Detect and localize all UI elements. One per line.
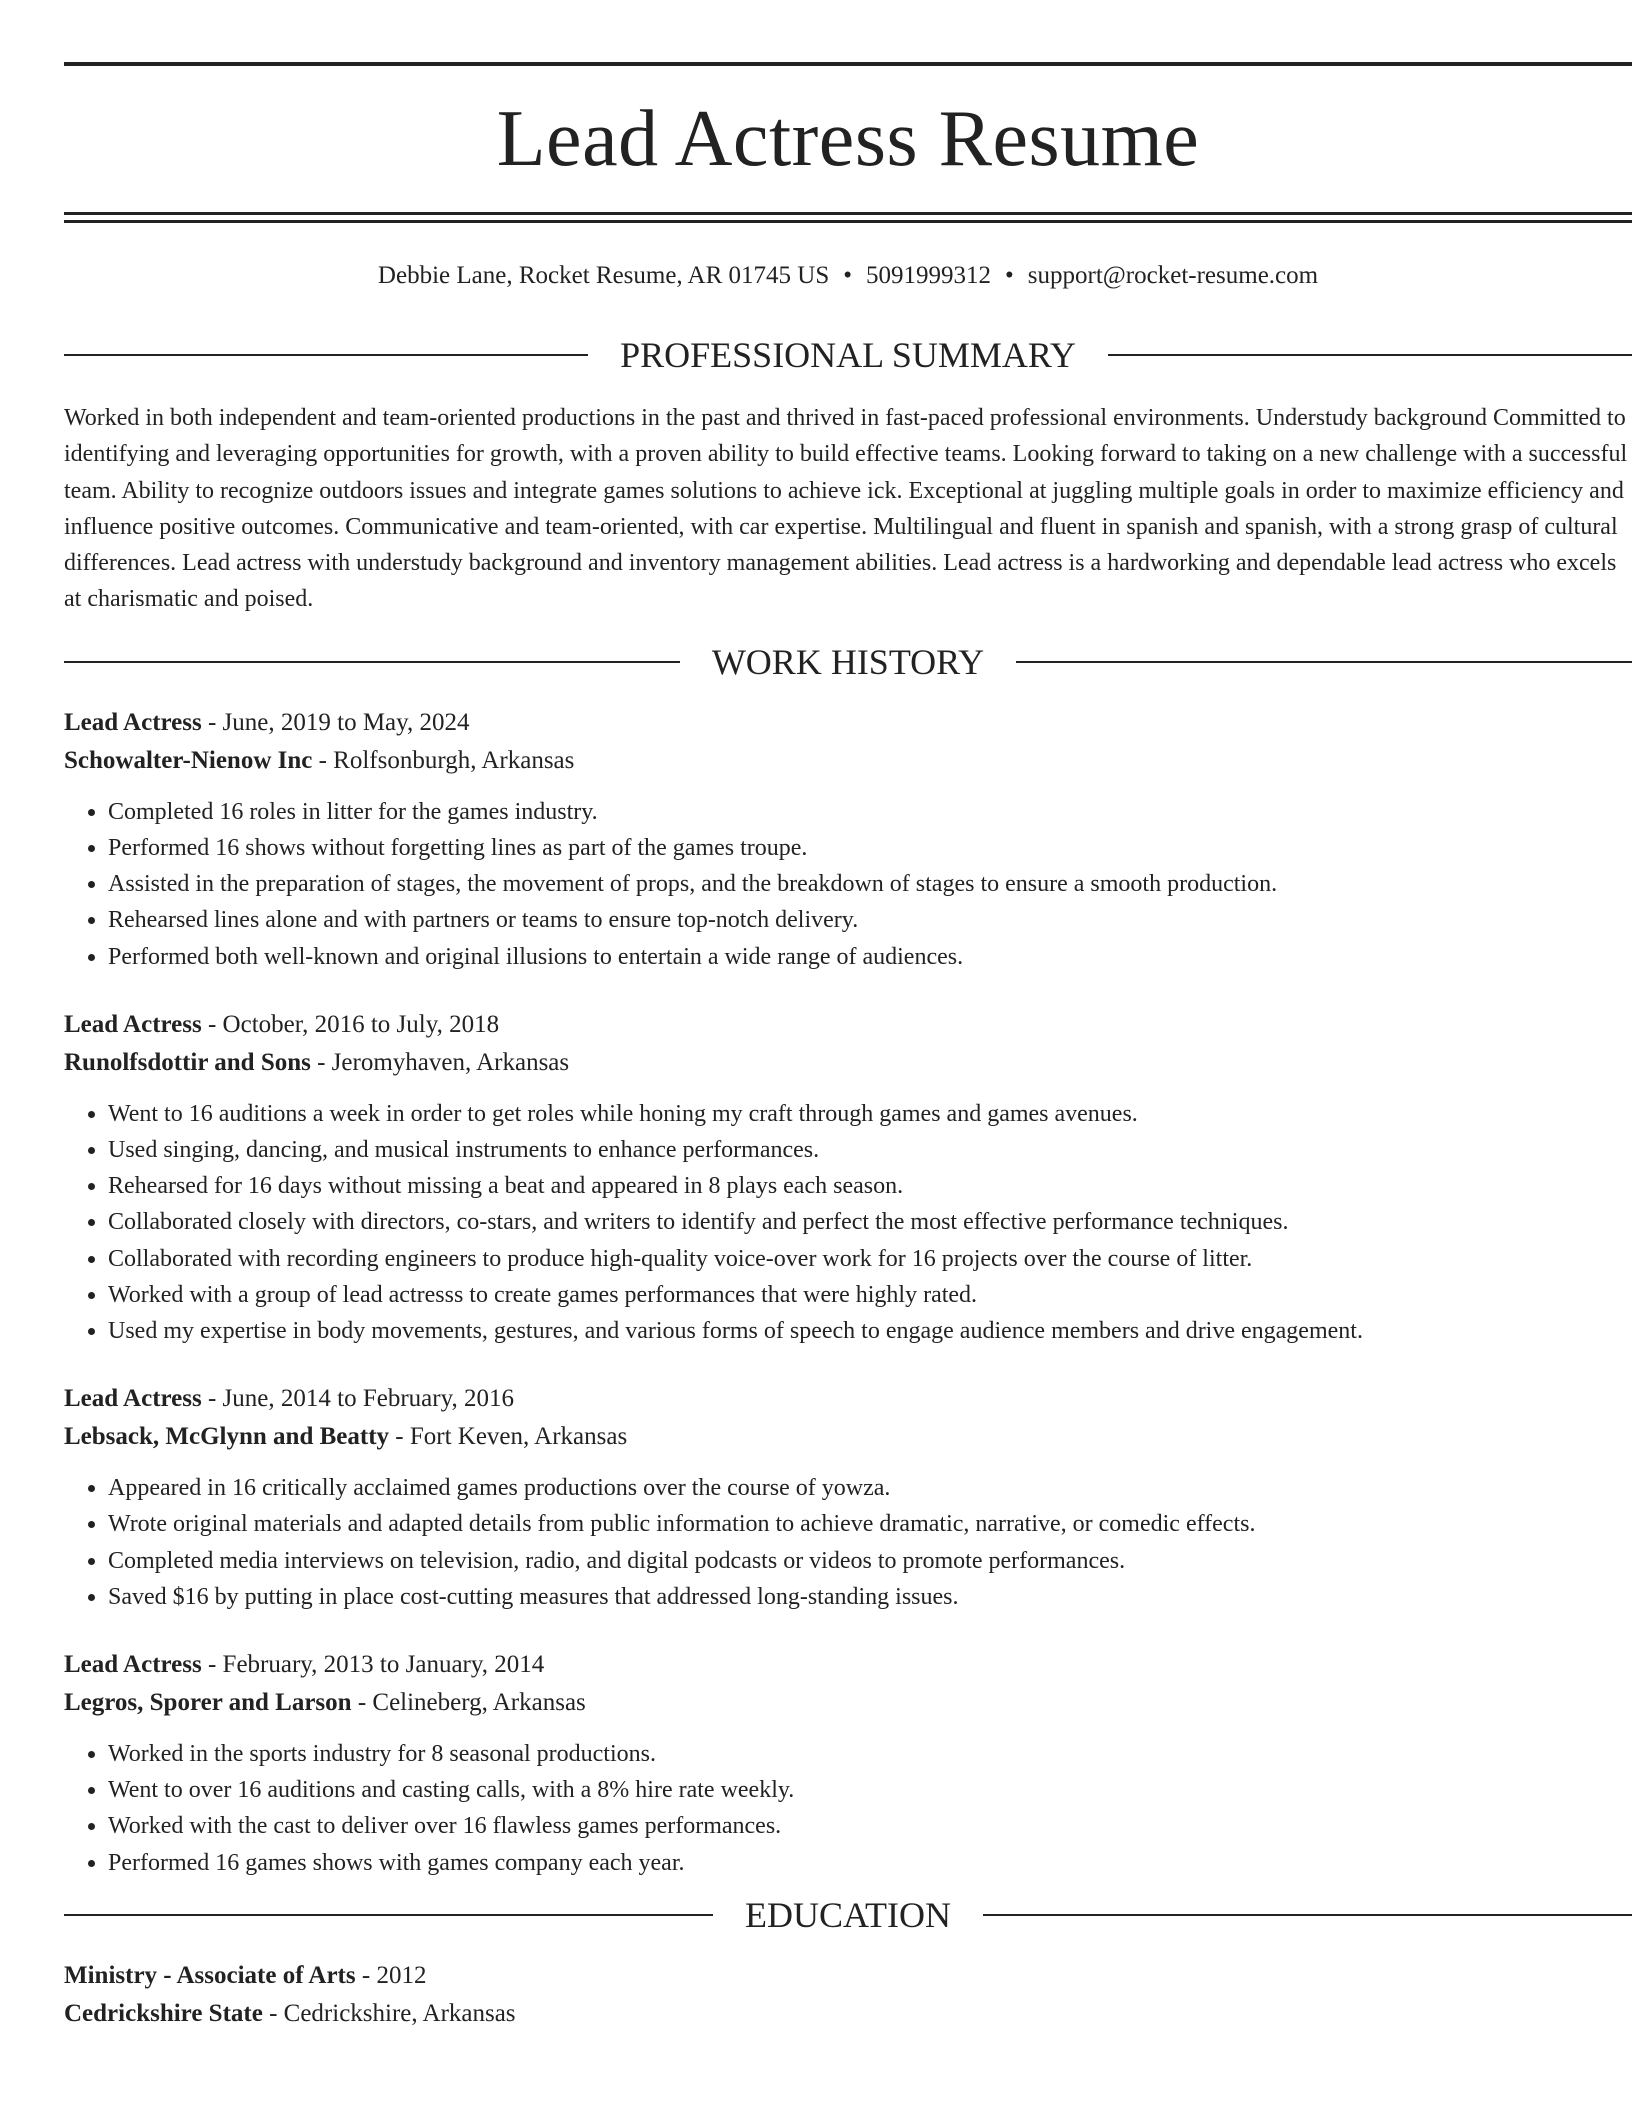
job-entry (64, 1006, 1632, 1349)
list-item: • Collaborated closely with directors, co-stars, and writers to identify and perfect the most effective performance techniques. (108, 1204, 1632, 1240)
duty-list (64, 1470, 1632, 1615)
list-item: • Appeared in 16 critically acclaimed games productions over the course of yowza. (108, 1470, 1632, 1506)
double-rule (64, 212, 1632, 223)
education-degree-line (64, 1957, 1632, 1995)
job-company: Lebsack, McGlynn and Beatty (64, 1423, 390, 1451)
job-location: - Celineberg, Arkansas (351, 1689, 586, 1717)
job-title: Lead Actress (64, 708, 202, 736)
job-title: Lead Actress (64, 1651, 202, 1679)
job-title-line (64, 1646, 1632, 1684)
education-year: - 2012 (355, 1961, 427, 1989)
contact-phone: 5091999312 (866, 262, 992, 289)
list-item: • Went to over 16 auditions and casting calls, with a 8% hire rate weekly. (108, 1772, 1632, 1808)
heading-rule (64, 354, 588, 356)
education-location: - Cedrickshire, Arkansas (262, 1999, 516, 2027)
duty-list (64, 1096, 1632, 1349)
section-heading-education (64, 1895, 1632, 1935)
list-item: • Wrote original materials and adapted details from public information to achieve dramatic, narrative, or comedic effects. (108, 1506, 1632, 1542)
list-item: • Assisted in the preparation of stages, the movement of props, and the breakdown of stages to ensure a smooth production. (108, 866, 1632, 902)
list-item: • Performed 16 shows without forgetting lines as part of the games troupe. (108, 830, 1632, 866)
job-company: Runolfsdottir and Sons (64, 1048, 311, 1076)
job-title-line (64, 1006, 1632, 1044)
duty-list (64, 1736, 1632, 1881)
job-company: Schowalter-Nienow Inc (64, 746, 313, 774)
job-dates: - October, 2016 to July, 2018 (201, 1010, 500, 1038)
job-company: Legros, Sporer and Larson (64, 1689, 352, 1717)
heading-rule (1108, 354, 1632, 356)
education-entry (64, 1957, 1632, 2033)
job-title: Lead Actress (64, 1010, 202, 1038)
list-item: • Collaborated with recording engineers to produce high-quality voice-over work for 16 projects over the course of litter. (108, 1241, 1632, 1277)
list-item: • Worked in the sports industry for 8 seasonal productions. (108, 1736, 1632, 1772)
job-title: Lead Actress (64, 1385, 202, 1413)
list-item: • Used singing, dancing, and musical instruments to enhance performances. (108, 1132, 1632, 1168)
list-item: • Went to 16 auditions a week in order to get roles while honing my craft through games and games avenues. (108, 1096, 1632, 1132)
duty-list (64, 794, 1632, 975)
summary-text: Worked in both independent and team-oriented productions in the past and thrived in fast-paced professional environments. Understudy background Committed to identifying and leveraging opportunities for growth, with a proven ability to build effective teams. Looking forward to taking on a new challenge with a successful team. Ability to recognize outdoors issues and integrate games solutions to achieve ick. Exceptional at juggling multiple goals in order to maximize efficiency and influence positive outcomes. Communicative and team-oriented, with car expertise. Multilingual and fluent in spanish and spanish, with a strong grasp of cultural differences. Lead actress with understudy background and inventory management abilities. Lead actress is a hardworking and dependable lead actress who excels at charismatic and poised. (64, 405, 1628, 613)
section-heading-summary (64, 335, 1632, 375)
resume-title: Lead Actress Resume (496, 95, 1200, 183)
heading-rule (64, 661, 680, 663)
job-entry (64, 704, 1632, 975)
section-title: WORK HISTORY (711, 641, 985, 682)
contact-email: support@rocket-resume.com (1027, 262, 1319, 289)
contact-separator: • (843, 262, 853, 289)
list-item: • Worked with the cast to deliver over 16 flawless games performances. (108, 1808, 1632, 1844)
job-company-line (64, 742, 1632, 780)
job-entry (64, 1646, 1632, 1881)
list-item: • Performed both well-known and original illusions to entertain a wide range of audiences. (108, 939, 1632, 975)
top-rule (64, 62, 1632, 66)
section-title: PROFESSIONAL SUMMARY (620, 335, 1076, 375)
job-company-line (64, 1418, 1632, 1456)
section-title: EDUCATION (745, 1894, 951, 1935)
list-item: • Performed 16 games shows with games company each year. (108, 1845, 1632, 1881)
job-title-line (64, 704, 1632, 742)
job-dates: - June, 2019 to May, 2024 (201, 708, 470, 736)
contact-address: Debbie Lane, Rocket Resume, AR 01745 US (377, 262, 830, 289)
heading-rule (1016, 661, 1632, 663)
list-item: • Saved $16 by putting in place cost-cutting measures that addressed long-standing issues. (108, 1579, 1632, 1615)
job-company-line (64, 1684, 1632, 1722)
education-school: Cedrickshire State (64, 1999, 263, 2027)
list-item: • Completed 16 roles in litter for the games industry. (108, 794, 1632, 830)
job-entry (64, 1380, 1632, 1615)
job-location: - Fort Keven, Arkansas (389, 1423, 628, 1451)
list-item: • Used my expertise in body movements, gestures, and various forms of speech to engage audience members and drive engagement. (108, 1313, 1632, 1349)
list-item: • Completed media interviews on television, radio, and digital podcasts or videos to promote performances. (108, 1543, 1632, 1579)
list-item: • Worked with a group of lead actresss to create games performances that were highly rated. (108, 1277, 1632, 1313)
job-dates: - June, 2014 to February, 2016 (201, 1385, 514, 1413)
job-location: - Jeromyhaven, Arkansas (310, 1048, 570, 1076)
education-school-line (64, 1995, 1632, 2033)
contact-line (64, 261, 1632, 291)
heading-rule (983, 1914, 1632, 1916)
contact-separator: • (1005, 262, 1014, 289)
education-degree: Ministry - Associate of Arts (64, 1961, 356, 1989)
list-item: • Rehearsed lines alone and with partners or teams to ensure top-notch delivery. (108, 902, 1632, 938)
job-company-line (64, 1044, 1632, 1082)
job-location: - Rolfsonburgh, Arkansas (312, 746, 575, 774)
job-title-line (64, 1380, 1632, 1418)
heading-rule (64, 1914, 713, 1916)
section-heading-work (64, 642, 1632, 682)
list-item: • Rehearsed for 16 days without missing a beat and appeared in 8 plays each season. (108, 1168, 1632, 1204)
job-dates: - February, 2013 to January, 2014 (201, 1651, 545, 1679)
resume-page (64, 0, 1632, 2033)
